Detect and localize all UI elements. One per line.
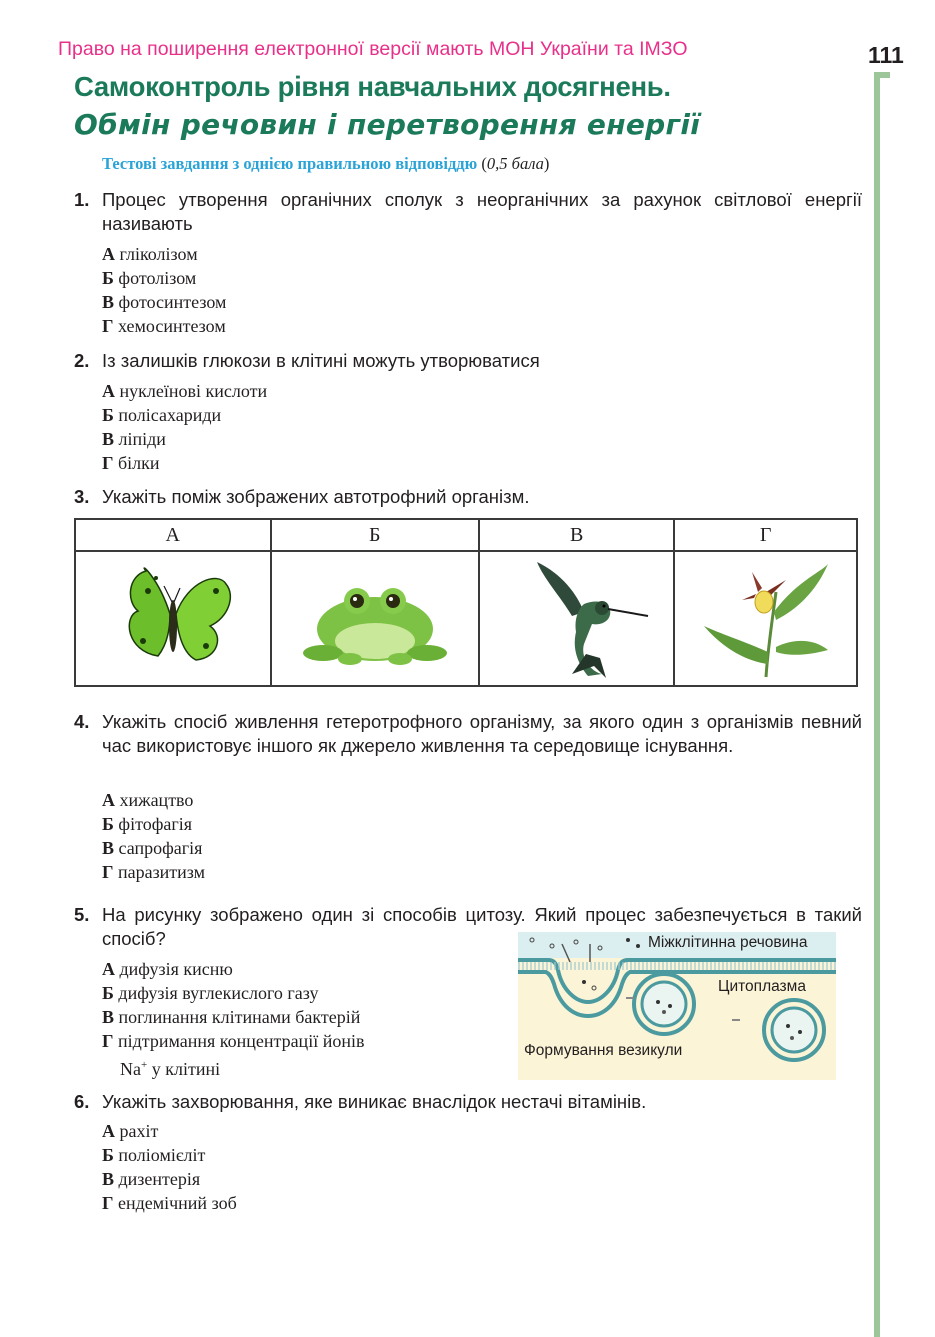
option[interactable]: Г підтримання концентрації йонів <box>102 1031 365 1051</box>
question-number: 4. <box>74 711 90 732</box>
butterfly-image <box>98 556 248 676</box>
option[interactable]: А хижацтво <box>102 790 194 810</box>
question-text: На рисунку зображено один зі способів цитозу. Який процес забезпечується в такий спосіб? <box>102 904 862 949</box>
question-number: 6. <box>74 1091 90 1112</box>
hummingbird-image <box>502 554 652 679</box>
question-number: 1. <box>74 189 90 210</box>
question-4-options <box>102 788 205 884</box>
option[interactable]: А рахіт <box>102 1121 159 1141</box>
question-1 <box>74 188 862 236</box>
option-continuation: Na+ у клітині <box>120 1059 221 1079</box>
option[interactable]: Г паразитизм <box>102 862 206 882</box>
question-text: Укажіть поміж зображених автотрофний організм. <box>102 486 530 507</box>
option[interactable]: В дизентерія <box>102 1169 201 1189</box>
question-1-options <box>102 242 226 338</box>
butterfly-cell <box>75 551 271 686</box>
orchid-plant-image <box>696 552 836 680</box>
frog-cell <box>271 551 479 686</box>
option[interactable]: В поглинання клітинами бактерій <box>102 1007 361 1027</box>
option[interactable]: Г ендемічний зоб <box>102 1193 237 1213</box>
instruction: Тестові завдання з однією правильною відповіддю (0,5 бала) <box>102 154 550 173</box>
option[interactable]: А нуклеїнові кислоти <box>102 381 268 401</box>
question-number: 5. <box>74 904 90 925</box>
copyright-notice: Право на поширення електронної версії мають МОН України та ІМЗО <box>58 38 688 60</box>
figure-label-vesicle: Формування везикули <box>524 1042 683 1059</box>
page-number: 111 <box>868 42 904 68</box>
organisms-table <box>74 518 858 687</box>
question-text: Процес утворення органічних сполук з неорганічних за рахунок світлової енергії називають <box>102 189 862 234</box>
frog-image <box>295 561 455 671</box>
column-header: А <box>75 519 271 551</box>
option[interactable]: Б полісахариди <box>102 405 222 425</box>
orchid-cell <box>674 551 857 686</box>
option[interactable]: А гліколізом <box>102 244 198 264</box>
question-6-options <box>102 1119 237 1215</box>
option[interactable]: А дифузія кисню <box>102 959 233 979</box>
question-5-options <box>102 957 364 1081</box>
side-bar-decoration <box>874 72 890 1337</box>
endocytosis-figure <box>518 932 836 1080</box>
section-title: Самоконтроль рівня навчальних досягнень. <box>74 71 671 102</box>
option[interactable]: Г хемосинтезом <box>102 316 226 336</box>
option[interactable]: В сапрофагія <box>102 838 203 858</box>
question-text: Укажіть спосіб живлення гетеротрофного організму, за якого один з організмів певний час використовує іншого як джерело живлення та середовище існування. <box>102 711 862 756</box>
hummingbird-cell <box>479 551 675 686</box>
figure-label-cytoplasm: Цитоплазма <box>718 978 806 995</box>
instruction-points: 0,5 бала <box>486 154 544 173</box>
option[interactable]: Г білки <box>102 453 160 473</box>
figure-label-intercellular: Міжклітинна речовина <box>648 934 808 951</box>
column-header: В <box>479 519 675 551</box>
question-text: Укажіть захворювання, яке виникає внаслідок нестачі вітамінів. <box>102 1091 647 1112</box>
option[interactable]: Б фітофагія <box>102 814 193 834</box>
option[interactable]: Б фотолізом <box>102 268 197 288</box>
question-number: 3. <box>74 486 90 507</box>
question-3 <box>74 485 862 509</box>
option[interactable]: В ліпіди <box>102 429 166 449</box>
option[interactable]: Б поліомієліт <box>102 1145 206 1165</box>
question-6 <box>74 1090 862 1114</box>
question-2-options <box>102 379 267 475</box>
question-4 <box>74 710 862 758</box>
option[interactable]: В фотосинтезом <box>102 292 227 312</box>
instruction-text: Тестові завдання з однією правильною відповіддю <box>102 154 478 173</box>
column-header: Г <box>674 519 857 551</box>
question-2 <box>74 349 862 373</box>
question-number: 2. <box>74 350 90 371</box>
question-text: Із залишків глюкози в клітині можуть утворюватися <box>102 350 540 371</box>
section-subtitle: Обмін речовин і перетворення енергії <box>74 108 701 141</box>
column-header: Б <box>271 519 479 551</box>
option[interactable]: Б дифузія вуглекислого газу <box>102 983 319 1003</box>
